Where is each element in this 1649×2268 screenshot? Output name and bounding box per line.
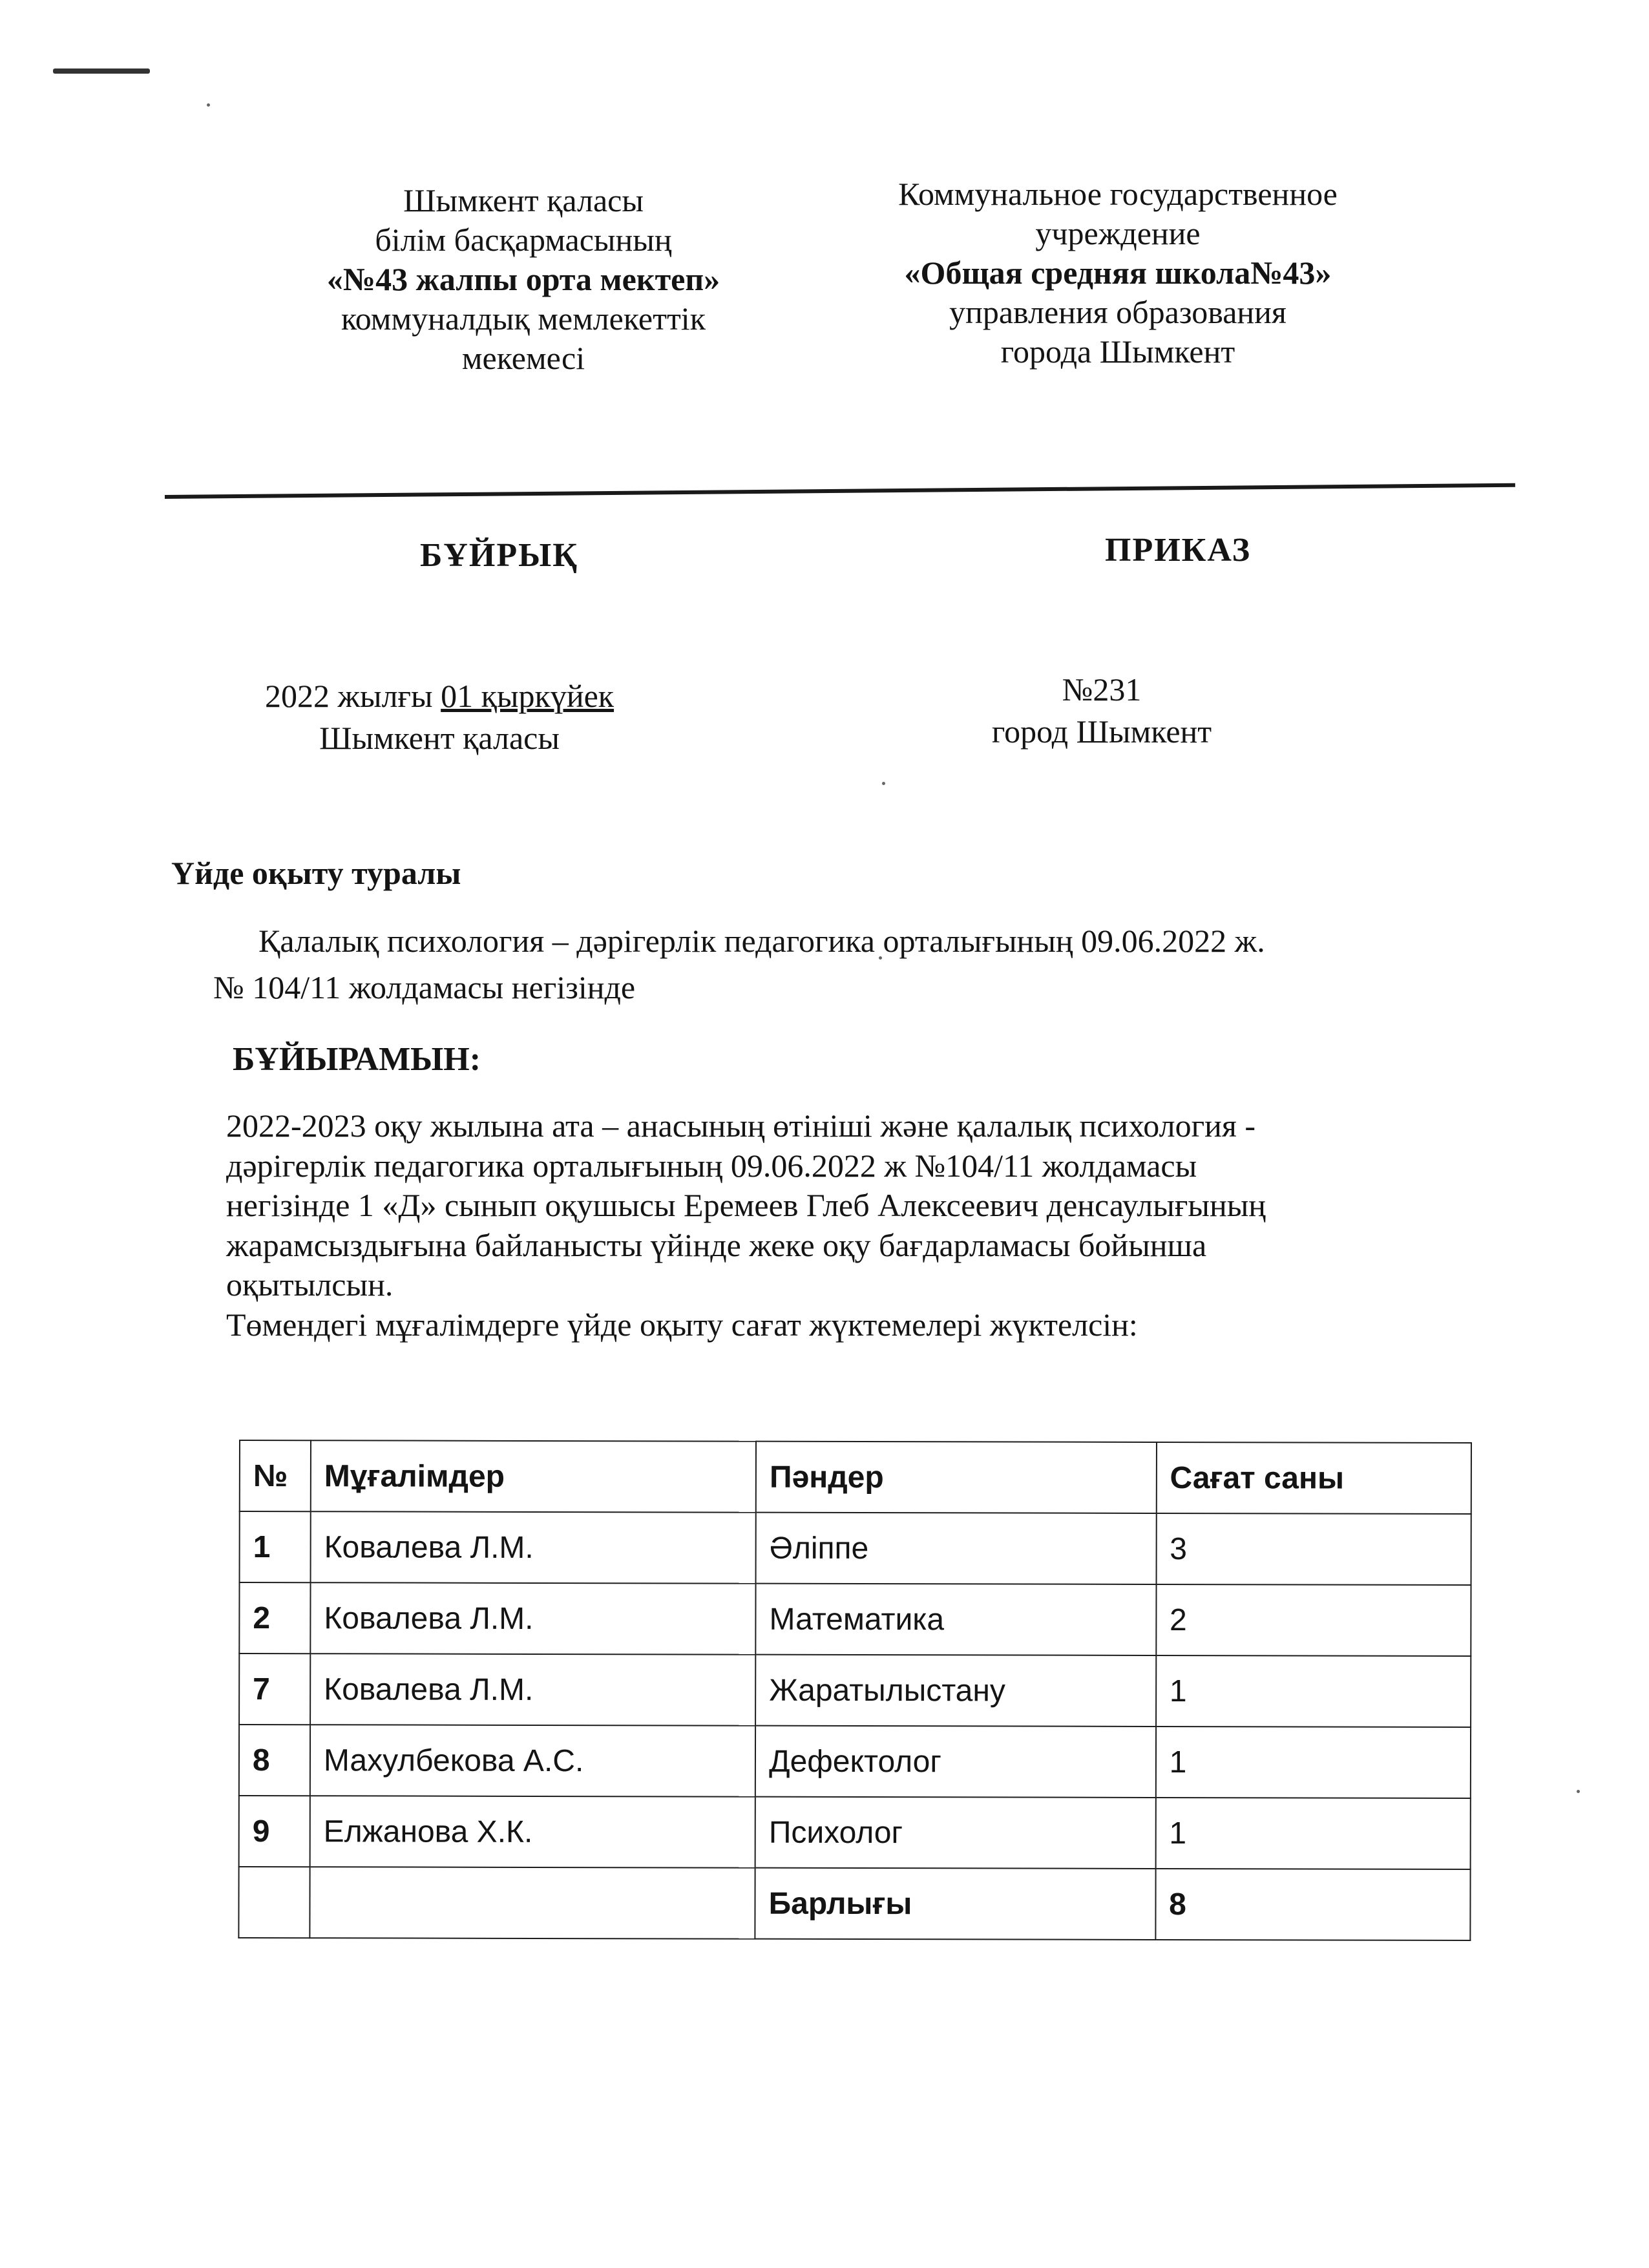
total-empty-cell	[238, 1867, 310, 1938]
directive-heading: БҰЙЫРАМЫН:	[233, 1041, 481, 1078]
header-hours: Сағат саны	[1156, 1442, 1471, 1514]
row-hours: 1	[1156, 1655, 1471, 1727]
table-row	[239, 1582, 1471, 1656]
order-date-prefix: 2022 жылғы	[264, 678, 441, 714]
row-subject: Дефектолог	[755, 1726, 1156, 1798]
header-ru-line1: Коммунальное государственное	[898, 176, 1338, 212]
basis-line1: Қалалық психология – дәрігерлік педагогика орталығының 09.06.2022 ж.	[258, 923, 1265, 959]
body-line: дәрігерлік педагогика орталығының 09.06.2022 ж №104/11 жолдамасы	[226, 1147, 1197, 1184]
order-place-kz: Шымкент қаласы	[319, 720, 560, 756]
body-line: негізінде 1 «Д» сынып оқушысы Еремеев Глеб Алексеевич денсаулығының	[226, 1187, 1266, 1223]
row-number: 9	[239, 1796, 310, 1867]
header-ru-school-name: «Общая средняя школа№43»	[904, 255, 1332, 291]
assignment-table	[238, 1440, 1472, 1941]
header-ru-line4: управления образования	[949, 294, 1287, 330]
body-line: Төмендегі мұғалімдерге үйде оқыту сағат жүктемелері жүктелсін:	[226, 1306, 1138, 1343]
order-number-block	[950, 669, 1254, 753]
row-hours: 3	[1156, 1513, 1471, 1585]
header-divider	[165, 483, 1515, 499]
header-ru-line5: города Шымкент	[1000, 333, 1235, 370]
row-subject: Жаратылыстану	[755, 1655, 1156, 1727]
header-subjects: Пәндер	[756, 1442, 1157, 1513]
header-number: №	[240, 1440, 311, 1511]
order-number: №231	[1062, 671, 1142, 708]
order-place-ru: город Шымкент	[991, 713, 1212, 750]
header-teachers: Мұғалімдер	[311, 1440, 756, 1512]
body-line: оқытылсын.	[226, 1266, 394, 1303]
order-date-value: 01 қыркүйек	[441, 678, 614, 714]
row-subject: Математика	[755, 1584, 1156, 1655]
basis-line2: № 104/11 жолдамасы негізінде	[213, 969, 636, 1005]
row-teacher: Ковалева Л.М.	[310, 1582, 755, 1654]
row-hours: 2	[1156, 1584, 1471, 1656]
row-number: 8	[239, 1725, 310, 1796]
table-header-row	[240, 1440, 1471, 1514]
scan-mark	[53, 68, 150, 74]
body-line: 2022-2023 оқу жылына ата – анасының өтініші және қалалық психология -	[226, 1108, 1255, 1144]
header-ru	[808, 174, 1428, 372]
row-teacher: Махулбекова А.С.	[310, 1725, 755, 1796]
header-kz	[213, 181, 834, 378]
row-number: 7	[239, 1654, 310, 1725]
order-date-block	[213, 675, 666, 759]
body-line: жарамсыздығына байланысты үйінде жеке оқу бағдарламасы бойынша	[226, 1226, 1207, 1263]
scan-speck	[207, 103, 210, 107]
row-number: 1	[240, 1511, 311, 1582]
row-hours: 1	[1155, 1798, 1471, 1869]
table-row	[240, 1511, 1471, 1585]
header-kz-line5: мекемесі	[461, 340, 585, 376]
table-row	[239, 1796, 1471, 1869]
scan-speck	[1577, 1790, 1580, 1793]
header-kz-line2: білім басқармасының	[375, 222, 672, 258]
row-number: 2	[239, 1582, 310, 1654]
scan-speck	[882, 782, 885, 785]
header-kz-line1: Шымкент қаласы	[403, 182, 644, 218]
header-kz-line4: коммуналдық мемлекеттік	[341, 300, 706, 337]
row-teacher: Елжанова Х.К.	[310, 1796, 755, 1867]
header-kz-school-name: «№43 жалпы орта мектеп»	[326, 261, 720, 297]
row-subject: Психолог	[755, 1797, 1156, 1869]
table-row	[239, 1654, 1471, 1727]
total-label: Барлығы	[755, 1868, 1156, 1940]
header-ru-line2: учреждение	[1035, 215, 1201, 251]
order-body	[226, 1106, 1486, 1345]
order-title-ru: ПРИКАЗ	[1105, 532, 1252, 569]
order-topic: Үйде оқыту туралы	[171, 855, 461, 891]
table-total-row	[238, 1867, 1470, 1940]
order-title-kz: БҰЙРЫҚ	[420, 537, 578, 574]
row-teacher: Ковалева Л.М.	[310, 1511, 755, 1583]
row-hours: 1	[1156, 1727, 1471, 1798]
order-date	[213, 675, 666, 717]
total-value: 8	[1155, 1869, 1471, 1940]
total-empty-cell	[310, 1867, 755, 1938]
row-subject: Әліппе	[756, 1513, 1157, 1584]
row-teacher: Ковалева Л.М.	[310, 1654, 755, 1725]
table-row	[239, 1725, 1471, 1798]
